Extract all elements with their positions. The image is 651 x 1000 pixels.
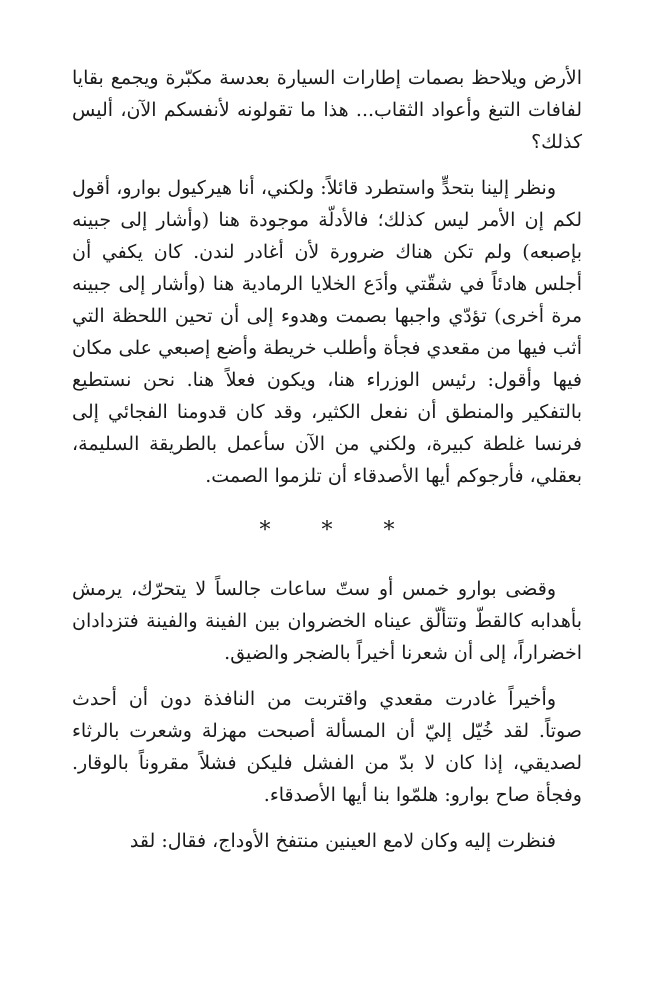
paragraph-continuation: الأرض ويلاحظ بصمات إطارات السيارة بعدسة مكبّرة ويجمع بقايا لفافات التبغ وأعواد الثقاب... هذا ما تقولونه لأنفسكم الآن، أليس كذلك؟: [72, 67, 582, 153]
paragraph-narrator-window: وأخيراً غادرت مقعدي واقتربت من النافذة دون أن أحدث صوتاً. لقد خُيّل إليّ أن المسألة أصبحت مهزلة وشعرت بالرثاء لصديقي، إذا كان لا بدّ من الفشل فليكن فشلاً مقروناً بالوقار. وفجأة صاح بوارو: هلمّوا بنا أيها الأصدقاء.: [72, 688, 582, 806]
book-page: [72, 62, 582, 857]
paragraph-poirot-speech: ونظر إلينا بتحدٍّ واستطرد قائلاً: ولكني، أنا هيركيول بوارو، أقول لكم إن الأمر ليس كذلك؛ فالأدلّة موجودة هنا (وأشار إلى جبينه بإصبعه) ولم تكن هناك ضرورة لأن أغادر لندن. كان يكفي أن أجلس هادئاً في شقّتي وأدَع الخلايا الرمادية هنا (وأشار إلى جبينه مرة أخرى) تؤدّي واجبها بصمت وهدوء إلى أن تحين اللحظة التي أثب فيها من مقعدي فجأة وأطلب خريطة وأضع إصبعي على مكان فيها وأقول: رئيس الوزراء هنا، ويكون فعلاً هنا. نحن نستطيع بالتفكير والمنطق أن نفعل الكثير، وقد كان قدومنا الفجائي إلى فرنسا غلطة كبيرة، ولكني من الآن سأعمل بالطريقة السليمة، بعقلي، فأرجوكم أيها الأصدقاء أن تلزموا الصمت.: [72, 177, 582, 487]
section-separator: * * *: [259, 518, 417, 543]
paragraph-final: فنظرت إليه وكان لامع العينين منتفخ الأوداج، فقال: لقد: [129, 830, 556, 852]
paragraph-poirot-waiting: وقضى بوارو خمس أو ستّ ساعات جالساً لا يتحرّك، يرمش بأهدابه كالقطّ وتتألّق عيناه الخضروان بين الفينة والفينة فتزدادان اخضراراً، إلى أن شعرنا أخيراً بالضجر والضيق.: [72, 578, 582, 664]
